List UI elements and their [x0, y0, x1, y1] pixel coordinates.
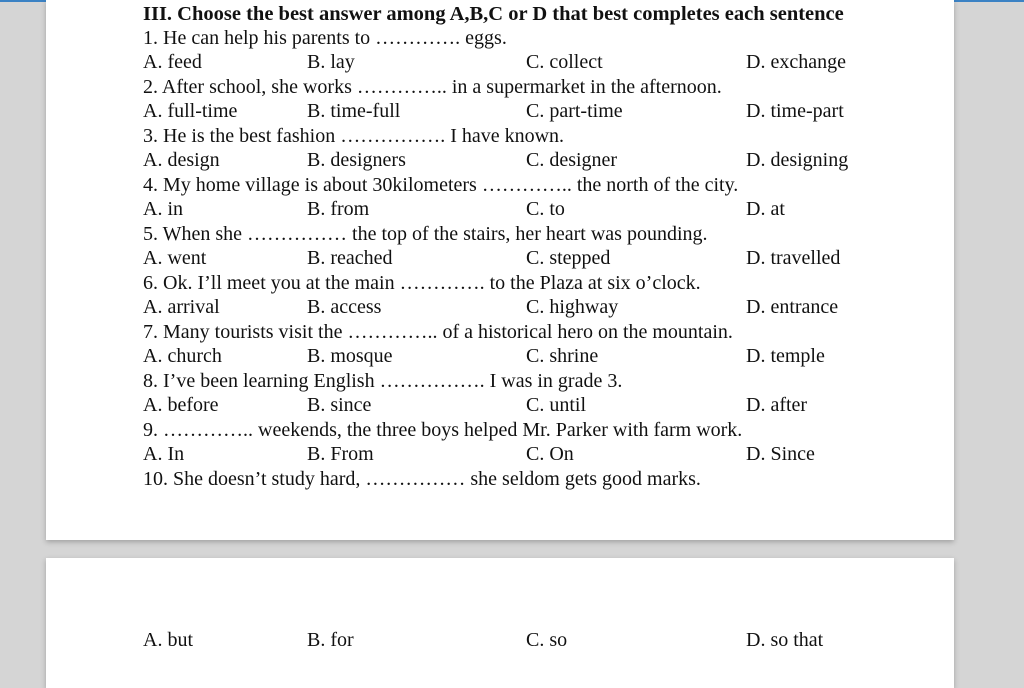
question-6-stem: 6. Ok. I’ll meet you at the main …………. to the Plaza at six o’clock. [143, 272, 701, 294]
question-4-options [46, 197, 954, 221]
q8-option-b: B. since [307, 394, 372, 416]
question-8-stem: 8. I’ve been learning English ……………. I was in grade 3. [143, 370, 623, 392]
q8-option-c: C. until [526, 394, 587, 416]
q10-option-a: A. but [143, 629, 193, 651]
q6-option-a: A. arrival [143, 296, 220, 318]
question-8-options [46, 393, 954, 417]
document-page-1 [46, 0, 954, 540]
q10-option-b: B. for [307, 629, 354, 651]
q4-option-a: A. in [143, 198, 183, 220]
question-4-stem: 4. My home village is about 30kilometers ………….. the north of the city. [143, 174, 739, 196]
question-9-options [46, 442, 954, 466]
document-page-2 [46, 558, 954, 688]
q6-option-b: B. access [307, 296, 382, 318]
q6-option-d: D. entrance [746, 296, 839, 318]
q5-option-a: A. went [143, 247, 207, 269]
question-3-stem: 3. He is the best fashion ……………. I have known. [143, 125, 565, 147]
q1-option-b: B. lay [307, 51, 355, 73]
q9-option-c: C. On [526, 443, 574, 465]
q10-option-d: D. so that [746, 629, 824, 651]
question-7-stem: 7. Many tourists visit the ………….. of a historical hero on the mountain. [143, 321, 733, 343]
q8-option-d: D. after [746, 394, 808, 416]
q3-option-b: B. designers [307, 149, 406, 171]
q1-option-d: D. exchange [746, 51, 846, 73]
q8-option-a: A. before [143, 394, 219, 416]
q5-option-d: D. travelled [746, 247, 841, 269]
section-title: III. Choose the best answer among A,B,C or D that best completes each sentence [143, 3, 844, 25]
q9-option-b: B. From [307, 443, 374, 465]
q2-option-b: B. time-full [307, 100, 401, 122]
q7-option-d: D. temple [746, 345, 825, 367]
question-9-stem: 9. ………….. weekends, the three boys helped Mr. Parker with farm work. [143, 419, 743, 441]
q9-option-a: A. In [143, 443, 185, 465]
question-7-options [46, 344, 954, 368]
q7-option-b: B. mosque [307, 345, 393, 367]
q3-option-c: C. designer [526, 149, 618, 171]
q2-option-a: A. full-time [143, 100, 238, 122]
question-5-stem: 5. When she …………… the top of the stairs, her heart was pounding. [143, 223, 708, 245]
q4-option-c: C. to [526, 198, 565, 220]
question-5-options [46, 246, 954, 270]
q2-option-c: C. part-time [526, 100, 623, 122]
q1-option-a: A. feed [143, 51, 202, 73]
q2-option-d: D. time-part [746, 100, 844, 122]
q7-option-c: C. shrine [526, 345, 599, 367]
q1-option-c: C. collect [526, 51, 603, 73]
q3-option-a: A. design [143, 149, 220, 171]
q3-option-d: D. designing [746, 149, 849, 171]
q7-option-a: A. church [143, 345, 222, 367]
question-3-options [46, 148, 954, 172]
q10-option-c: C. so [526, 629, 568, 651]
question-10-options [46, 628, 954, 652]
q5-option-b: B. reached [307, 247, 393, 269]
question-10-stem: 10. She doesn’t study hard, …………… she seldom gets good marks. [143, 468, 701, 490]
question-2-stem: 2. After school, she works ………….. in a supermarket in the afternoon. [143, 76, 722, 98]
q5-option-c: C. stepped [526, 247, 611, 269]
question-2-options [46, 99, 954, 123]
q9-option-d: D. Since [746, 443, 815, 465]
question-6-options [46, 295, 954, 319]
q4-option-b: B. from [307, 198, 370, 220]
question-1-stem: 1. He can help his parents to …………. eggs. [143, 27, 507, 49]
question-1-options [46, 50, 954, 74]
q6-option-c: C. highway [526, 296, 619, 318]
q4-option-d: D. at [746, 198, 785, 220]
